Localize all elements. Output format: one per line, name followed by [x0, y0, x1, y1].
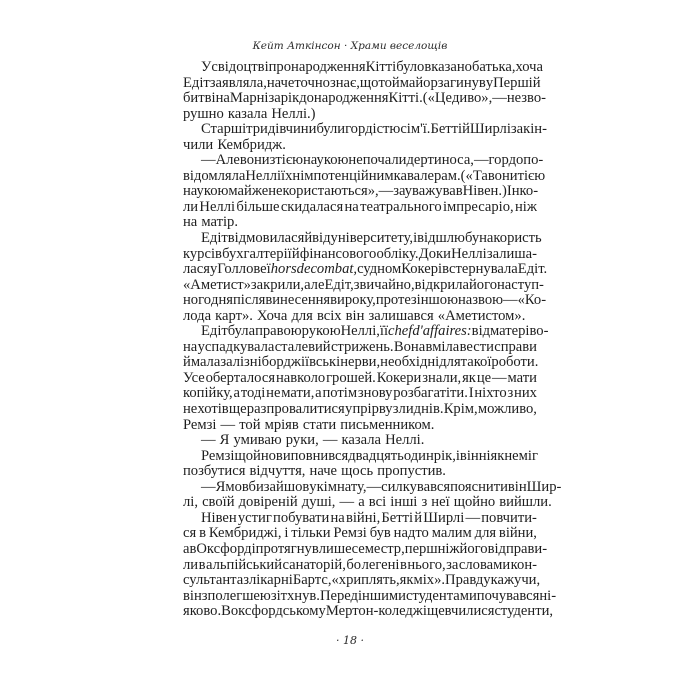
text-line: Усе оберталося навколо грошей. Кокери знали, як це — мати [183, 369, 537, 386]
text-line: копійку, а тоді не мати, а потім знову розбагатіти. І ніхто з них [183, 385, 537, 402]
text-line: — Я мовби зайшов у кімнату, — силкувався пояснити він Шир- [201, 478, 562, 495]
text-line: на успадкувала сталевий стрижень. Вона вміла вести справи [183, 338, 537, 355]
text-line: лода карт». Хоча для всіх він залишався «Аметистом». [183, 307, 526, 324]
text-line: сультанта з лікарні Бартс, «хриплять, як міх». Правду кажучи, [183, 572, 541, 589]
text-line: Едіт була правою рукою Неллі, її chef d'affaires: від матері во- [201, 323, 549, 340]
text-line: а в Оксфорді протягнув лише семестр, перш ніж його відправи- [183, 540, 548, 557]
text-line: чили Кембридж. [183, 136, 286, 153]
text-line: — Але вони з тією наукою не почали дерти носа, — гордо по- [201, 152, 544, 169]
body-text [183, 59, 562, 620]
text-line: У свідоцтві про народження Кітті було вказано батька, хоча [201, 59, 543, 75]
running-header: Кейт Аткінсон · Храми веселощів [252, 40, 448, 52]
text-line: Ремзі щойно виповнився двадцять один рік, і він ніяк не міг [201, 447, 538, 464]
text-line: позбутися відчуття, наче щось пропустив. [183, 463, 446, 480]
text-line: Едіт заявляла, наче точно знає, що той майор загинув у Першій [183, 74, 541, 91]
text-line: Едіт відмовилася й від університету, і від шлюбу на користь [201, 230, 542, 247]
text-line: не хотів ще раз провалитися у прірву злиднів. Крім, можливо, [183, 401, 537, 418]
text-line: й мала залізні борджіївські нерви, необхідні для такої роботи. [183, 354, 539, 371]
text-line: ли Неллі більше скидалася на театрального імпресаріо, ніж [183, 198, 537, 215]
text-line: рушно казала Неллі.) [183, 105, 316, 122]
text-line: лася у Голловеї hors de combat, судном Кокерів стернувала Едіт. [183, 261, 548, 278]
text-line: курсів бухгалтерії й фінансового обліку. Доки Неллі залиша- [183, 245, 537, 262]
text-line: битві на Марні за рік до народження Кітті. («Це диво», — незво- [183, 90, 547, 107]
text-line: «Аметист» закрили, але Едіт, звичайно, відкрила його наступ- [183, 276, 544, 293]
text-line: яково. В оксфордському Мертон-коледжі ще вчилися студенти, [183, 603, 554, 620]
text-line: Старші три дівчини були гордістю сім'ї. Бетті й Ширлі закін- [201, 121, 547, 138]
page-number: · 18 · [336, 634, 364, 647]
text-line: Ремзі — той мріяв стати письменником. [183, 416, 435, 433]
text-line: Нівен устиг побувати на війні, Бетті й Ширлі — повчити- [201, 509, 537, 526]
text-line: ся в Кембриджі, і тільки Ремзі був надто малим для війни, [183, 525, 537, 542]
text-line: ного дня після винесення вироку, проте з іншою назвою — «Ко- [183, 292, 547, 309]
text-line: — Я умиваю руки, — казала Неллі. [201, 432, 425, 449]
text-line: на матір. [183, 214, 238, 231]
text-line: лі, своїй довіреній душі, — а всі інші з неї щойно вийшли. [183, 494, 552, 511]
text-line: відомляла Неллі їхнім потенційним кавалерам. («Та вони тією [183, 167, 546, 184]
text-line: він з полегшею зітхнув. Перед іншими студентами почувався ні- [183, 587, 557, 604]
text-line: ли в альпійський санаторій, бо легені в нього, за словами кон- [183, 556, 537, 573]
text-line: наукою майже не користаються», — зауважував Нівен.) Інко- [183, 183, 539, 200]
